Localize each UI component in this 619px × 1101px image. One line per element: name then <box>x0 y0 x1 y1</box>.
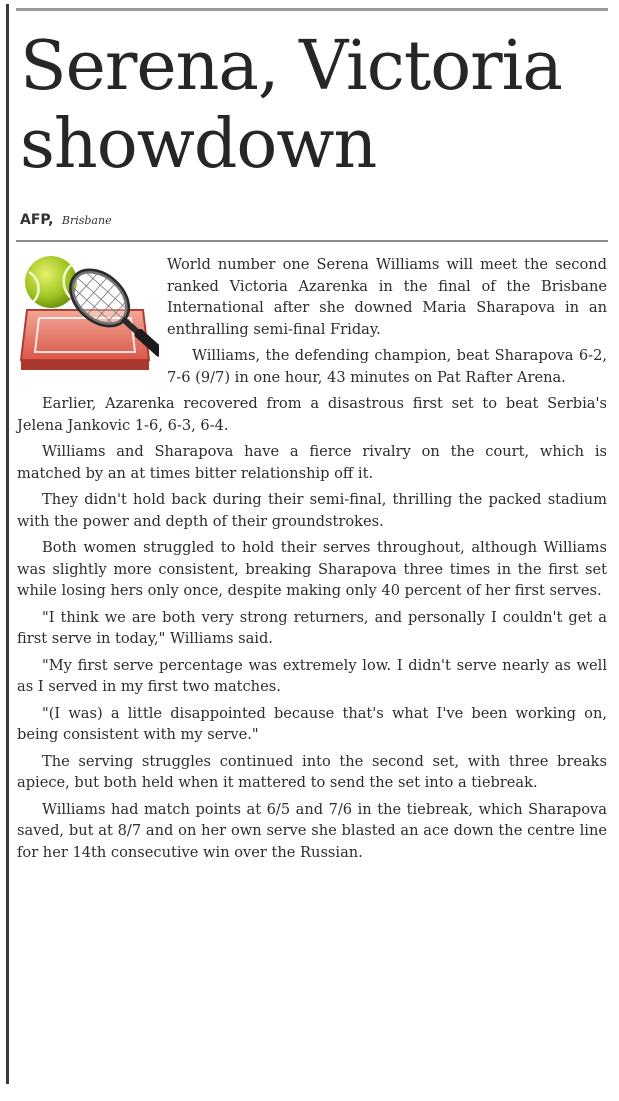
byline-place: Brisbane <box>61 214 112 227</box>
article-paragraph: They didn't hold back during their semi-final, thrilling the packed stadium with the power and depth of their groundstrokes. <box>17 491 607 530</box>
left-column-rule <box>6 4 9 1084</box>
article-paragraph: "I think we are both very strong returners, and personally I couldn't get a first serve in today," Williams said. <box>17 608 607 647</box>
article-paragraph: Both women struggled to hold their serves throughout, although Williams was slightly more consistent, breaking Sharapova three times in the first set while losing hers only once, despite making only 40 percent of her first serves. <box>17 539 607 599</box>
byline-source: AFP, <box>20 212 54 228</box>
tennis-ball-racket-icon <box>17 252 159 380</box>
article-paragraph: "My first serve percentage was extremely low. I didn't serve nearly as well as I served in my first two matches. <box>17 656 607 695</box>
article-paragraph: Williams had match points at 6/5 and 7/6 in the tiebreak, which Sharapova saved, but at 8/7 and on her own serve she blasted an ace down the centre line for her 14th consecutive win over the Russian. <box>17 800 607 861</box>
article-paragraph: Williams and Sharapova have a fierce rivalry on the court, which is matched by an at times bitter relationship off it. <box>17 443 607 482</box>
article-paragraph: Earlier, Azarenka recovered from a disastrous first set to beat Serbia's Jelena Jankovic 1-6, 6-3, 6-4. <box>17 395 607 434</box>
article-paragraph: The serving struggles continued into the second set, with three breaks apiece, but both held when it mattered to send the set into a tiebreak. <box>17 752 607 791</box>
article-body <box>17 254 607 868</box>
article-paragraph: World number one Serena Williams will meet the second ranked Victoria Azarenka in the final of the Brisbane International after she downed Maria Sharapova in an enthralling semi-final Friday. <box>167 256 607 338</box>
article-paragraph: Williams, the defending champion, beat Sharapova 6-2, 7-6 (9/7) in one hour, 43 minutes on Pat Rafter Arena. <box>167 347 607 386</box>
headline: Serena, Victoria showdown <box>20 27 562 184</box>
article-paragraph: "(I was) a little disappointed because that's what I've been working on, being consistent with my serve." <box>17 704 607 743</box>
byline-rule <box>16 240 608 242</box>
top-rule <box>16 8 608 11</box>
byline <box>20 212 112 228</box>
